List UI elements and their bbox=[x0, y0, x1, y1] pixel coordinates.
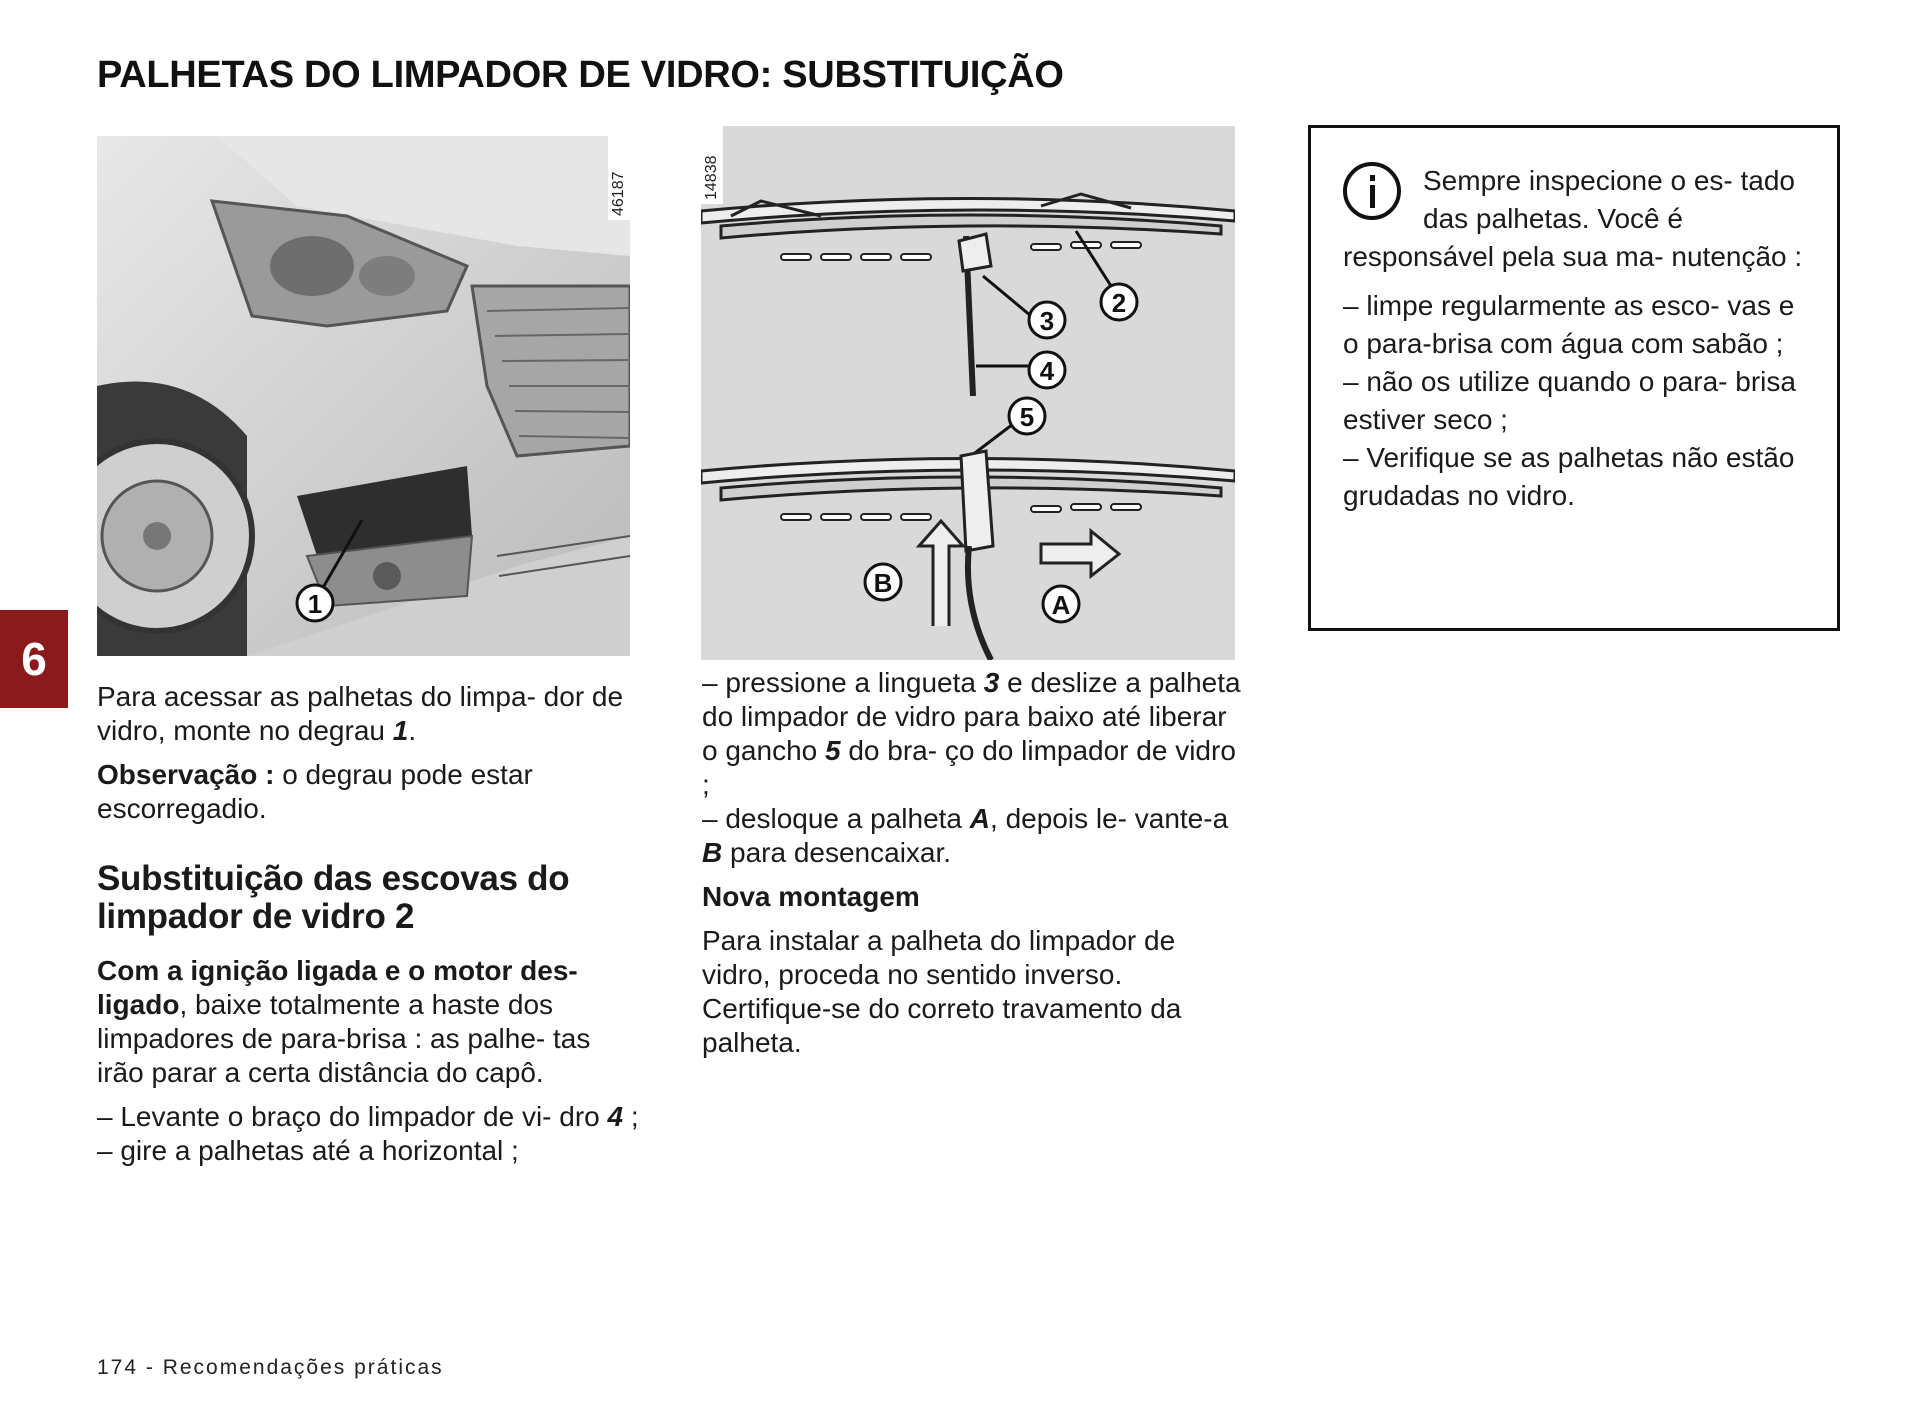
info-item-clean: – limpe regularmente as esco- vas e o para-brisa com água com sabão ; bbox=[1343, 290, 1795, 359]
info-intro: Sempre inspecione o es- tado das palhetas. Você é responsável pela sua ma- nutenção : bbox=[1343, 165, 1803, 272]
info-item-stuck: – Verifique se as palhetas não estão grudadas no vidro. bbox=[1343, 442, 1795, 511]
wiper-removal-figure bbox=[701, 126, 1235, 660]
column-left bbox=[97, 680, 642, 1178]
step-move-blade: – desloque a palheta A, depois le- vante-a B para desencaixar. bbox=[702, 803, 1229, 868]
ignition-paragraph: Com a ignição ligada e o motor des- ligado, baixe totalmente a haste dos limpadores de para-brisa : as palhe- tas irão parar a certa distância do capô. bbox=[97, 955, 591, 1088]
page-title: PALHETAS DO LIMPADOR DE VIDRO: SUBSTITUIÇÃO bbox=[97, 54, 1064, 96]
figure2-code: 14838 bbox=[701, 126, 723, 204]
page-footer: 174 - Recomendações práticas bbox=[97, 1356, 444, 1379]
van-step-figure bbox=[97, 136, 630, 656]
step-press-tab: – pressione a lingueta 3 e deslize a palheta do limpador de vidro para baixo até liberar o gancho 5 do bra- ço do limpador de vidro ; bbox=[702, 667, 1241, 800]
reassembly-heading: Nova montagem bbox=[702, 881, 920, 912]
callout-B-label: B bbox=[873, 568, 893, 598]
info-box bbox=[1308, 125, 1840, 631]
step-raise-arm: – Levante o braço do limpador de vi- dro 4 ; bbox=[97, 1101, 639, 1132]
note-paragraph: Observação : o degrau pode estar escorregadio. bbox=[97, 759, 533, 824]
reassembly-paragraph: Para instalar a palheta do limpador de vidro, proceda no sentido inverso. Certifique-se do correto travamento da palheta. bbox=[702, 925, 1182, 1058]
callout-4-label: 4 bbox=[1039, 356, 1055, 386]
van-front-illustration bbox=[97, 136, 630, 656]
info-icon bbox=[1343, 162, 1401, 220]
note-label: Observação : bbox=[97, 759, 275, 790]
section-heading: Substituição das escovas do limpador de vidro 2 bbox=[97, 859, 570, 936]
callout-5-label: 5 bbox=[1019, 402, 1035, 432]
access-paragraph: Para acessar as palhetas do limpa- dor de vidro, monte no degrau 1. bbox=[97, 681, 624, 746]
column-middle bbox=[702, 666, 1247, 1070]
chapter-tab: 6 bbox=[0, 610, 68, 708]
figure1-code: 46187 bbox=[608, 136, 630, 220]
wiper-blade-illustration bbox=[701, 126, 1235, 660]
step-rotate-blade: – gire a palhetas até a horizontal ; bbox=[97, 1135, 519, 1166]
info-item-dry: – não os utilize quando o para- brisa estiver seco ; bbox=[1343, 366, 1796, 435]
callout-3-label: 3 bbox=[1039, 306, 1055, 336]
callout-2-label: 2 bbox=[1111, 288, 1127, 318]
callout-A-label: A bbox=[1051, 590, 1071, 620]
callout-1-label: 1 bbox=[307, 589, 323, 619]
